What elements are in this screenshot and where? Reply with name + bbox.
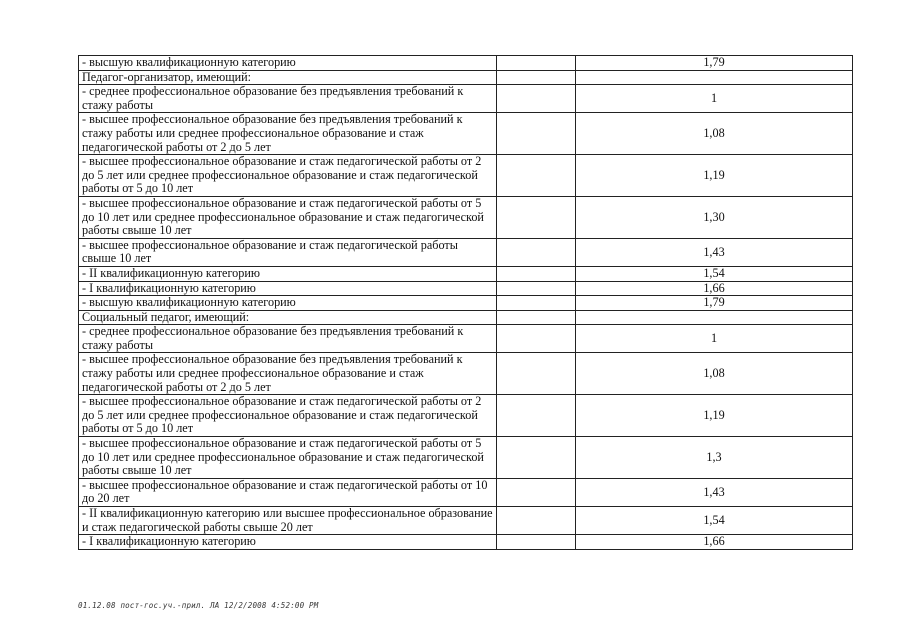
empty-cell [497, 238, 576, 266]
row-description: - высшее профессиональное образование и стаж педагогической работы от 5 до 10 лет или среднее профессиональное образование и стаж педагогической работы свыше 10 лет [79, 437, 497, 479]
coefficients-table [78, 55, 853, 550]
empty-cell [497, 85, 576, 113]
row-coefficient: 1,54 [576, 266, 853, 281]
empty-cell [497, 437, 576, 479]
row-description: - II квалификационную категорию или высшее профессиональное образование и стаж педагогической работы свыше 20 лет [79, 507, 497, 535]
empty-cell [497, 56, 576, 71]
page-footer: 01.12.08 пост-гос.уч.-прил. ЛА 12/2/2008 4:52:00 PM [78, 601, 319, 610]
table-row [79, 395, 853, 437]
table-row [79, 478, 853, 506]
table-row [79, 70, 853, 85]
table-row [79, 310, 853, 325]
empty-cell [497, 266, 576, 281]
table-row [79, 281, 853, 296]
table-row [79, 113, 853, 155]
row-coefficient: 1,08 [576, 113, 853, 155]
row-description: - высшую квалификационную категорию [79, 296, 497, 311]
row-coefficient: 1,79 [576, 296, 853, 311]
empty-cell [497, 353, 576, 395]
table-row [79, 238, 853, 266]
row-description: - высшее профессиональное образование и стаж педагогической работы от 10 до 20 лет [79, 478, 497, 506]
empty-cell [497, 281, 576, 296]
table-row [79, 266, 853, 281]
empty-cell [497, 155, 576, 197]
table-row [79, 296, 853, 311]
row-description: - среднее профессиональное образование без предъявления требований к стажу работы [79, 85, 497, 113]
row-description: - высшее профессиональное образование и стаж педагогической работы свыше 10 лет [79, 238, 497, 266]
row-coefficient: 1,43 [576, 478, 853, 506]
row-description: - I квалификационную категорию [79, 281, 497, 296]
table-row [79, 437, 853, 479]
table-row [79, 56, 853, 71]
row-coefficient: 1,08 [576, 353, 853, 395]
row-coefficient [576, 310, 853, 325]
table-body [79, 56, 853, 550]
row-description: - высшее профессиональное образование и стаж педагогической работы от 2 до 5 лет или среднее профессиональное образование и стаж педагогической работы от 5 до 10 лет [79, 155, 497, 197]
table-row [79, 353, 853, 395]
table-row [79, 325, 853, 353]
row-description: - II квалификационную категорию [79, 266, 497, 281]
empty-cell [497, 507, 576, 535]
row-description: Социальный педагог, имеющий: [79, 310, 497, 325]
row-description: - I квалификационную категорию [79, 535, 497, 550]
row-coefficient: 1,79 [576, 56, 853, 71]
empty-cell [497, 296, 576, 311]
row-coefficient: 1 [576, 325, 853, 353]
row-description: - высшее профессиональное образование без предъявления требований к стажу работы или среднее профессиональное образование и стаж педагогической работы от 2 до 5 лет [79, 113, 497, 155]
row-coefficient: 1,66 [576, 535, 853, 550]
table-row [79, 196, 853, 238]
row-coefficient: 1,54 [576, 507, 853, 535]
row-coefficient: 1,19 [576, 395, 853, 437]
table-row [79, 155, 853, 197]
row-coefficient [576, 70, 853, 85]
table-row [79, 535, 853, 550]
empty-cell [497, 395, 576, 437]
empty-cell [497, 310, 576, 325]
table-row [79, 85, 853, 113]
row-description: - высшее профессиональное образование без предъявления требований к стажу работы или среднее профессиональное образование и стаж педагогической работы от 2 до 5 лет [79, 353, 497, 395]
empty-cell [497, 113, 576, 155]
empty-cell [497, 478, 576, 506]
row-coefficient: 1,66 [576, 281, 853, 296]
row-description: - высшее профессиональное образование и стаж педагогической работы от 2 до 5 лет или среднее профессиональное образование и стаж педагогической работы от 5 до 10 лет [79, 395, 497, 437]
empty-cell [497, 535, 576, 550]
row-coefficient: 1,43 [576, 238, 853, 266]
row-coefficient: 1,3 [576, 437, 853, 479]
empty-cell [497, 70, 576, 85]
row-coefficient: 1 [576, 85, 853, 113]
empty-cell [497, 325, 576, 353]
row-description: - высшую квалификационную категорию [79, 56, 497, 71]
row-description: Педагог-организатор, имеющий: [79, 70, 497, 85]
empty-cell [497, 196, 576, 238]
row-coefficient: 1,19 [576, 155, 853, 197]
row-coefficient: 1,30 [576, 196, 853, 238]
row-description: - высшее профессиональное образование и стаж педагогической работы от 5 до 10 лет или среднее профессиональное образование и стаж педагогической работы свыше 10 лет [79, 196, 497, 238]
table-row [79, 507, 853, 535]
row-description: - среднее профессиональное образование без предъявления требований к стажу работы [79, 325, 497, 353]
